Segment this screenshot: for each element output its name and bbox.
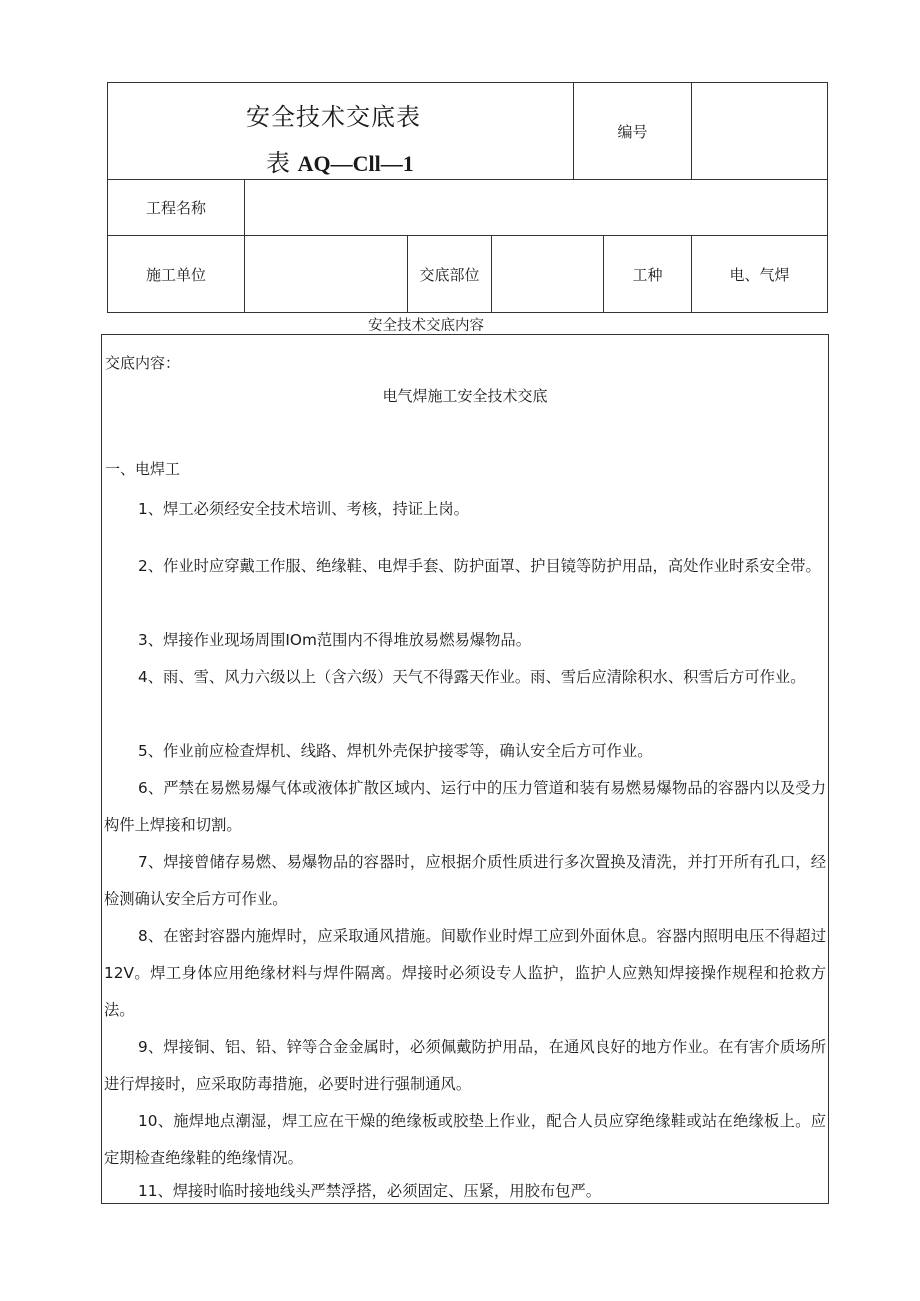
title-cell <box>108 83 574 180</box>
unit-label: 施工单位 <box>108 236 245 313</box>
part-value <box>492 236 604 313</box>
unit-value <box>245 236 408 313</box>
section-label: 安全技术交底内容 <box>368 318 484 334</box>
item-2: 2、作业时应穿戴工作服、绝缘鞋、电焊手套、防护面罩、护目镜等防护用品，高处作业时系安全带。 <box>138 557 821 575</box>
item-11: 11、焊接时临时接地线头严禁浮搭，必须固定、压紧，用胶布包严。 <box>138 1182 602 1200</box>
project-name-value <box>245 180 828 236</box>
content-title: 电气焊施工安全技术交底 <box>382 387 548 405</box>
item-4: 4、雨、雪、风力六级以上（含六级）天气不得露天作业。雨、雪后应清除积水、积雪后方可作业。 <box>138 668 806 686</box>
content-box <box>101 334 829 1204</box>
item-6: 6、严禁在易燃易爆气体或液体扩散区域内、运行中的压力管道和装有易燃易爆物品的容器内以及受力构件上焊接和切割。 <box>104 779 826 834</box>
item-3: 3、焊接作业现场周围IOm范围内不得堆放易燃易爆物品。 <box>138 631 532 649</box>
item-9: 9、焊接铜、铝、铅、锌等合金金属时，必须佩戴防护用品，在通风良好的地方作业。在有害介质场所进行焊接时，应采取防毒措施，必要时进行强制通风。 <box>104 1038 826 1093</box>
item-7: 7、焊接曾储存易燃、易爆物品的容器时，应根据介质性质进行多次置换及清洗，并打开所有孔口，经检测确认安全后方可作业。 <box>104 853 826 908</box>
header-table <box>107 82 828 313</box>
content-intro: 交底内容： <box>105 354 181 372</box>
item-5: 5、作业前应检查焊机、线路、焊机外壳保护接零等，确认安全后方可作业。 <box>138 742 653 760</box>
number-value <box>692 83 828 180</box>
form-title: 安全技术交底表 <box>246 103 421 131</box>
item-10: 10、施焊地点潮湿，焊工应在干燥的绝缘板或胶垫上作业，配合人员应穿绝缘鞋或站在绝缘板上。应定期检查绝缘鞋的绝缘情况。 <box>104 1112 826 1167</box>
item-1: 1、焊工必须经安全技术培训、考核，持证上岗。 <box>138 500 469 518</box>
part-label: 交底部位 <box>408 236 492 313</box>
trade-label: 工种 <box>604 236 692 313</box>
section-heading: 一、电焊工 <box>105 460 181 478</box>
form-code: 表 AQ—Cll—1 <box>266 149 414 177</box>
number-label: 编号 <box>574 83 692 180</box>
item-8: 8、在密封容器内施焊时，应采取通风措施。间歇作业时焊工应到外面休息。容器内照明电压不得超过12V。焊工身体应用绝缘材料与焊件隔离。焊接时必须设专人监护，监护人应熟知焊接操作规程和抢救方法。 <box>104 927 826 1019</box>
trade-value: 电、气焊 <box>692 236 828 313</box>
project-name-label: 工程名称 <box>108 180 245 236</box>
